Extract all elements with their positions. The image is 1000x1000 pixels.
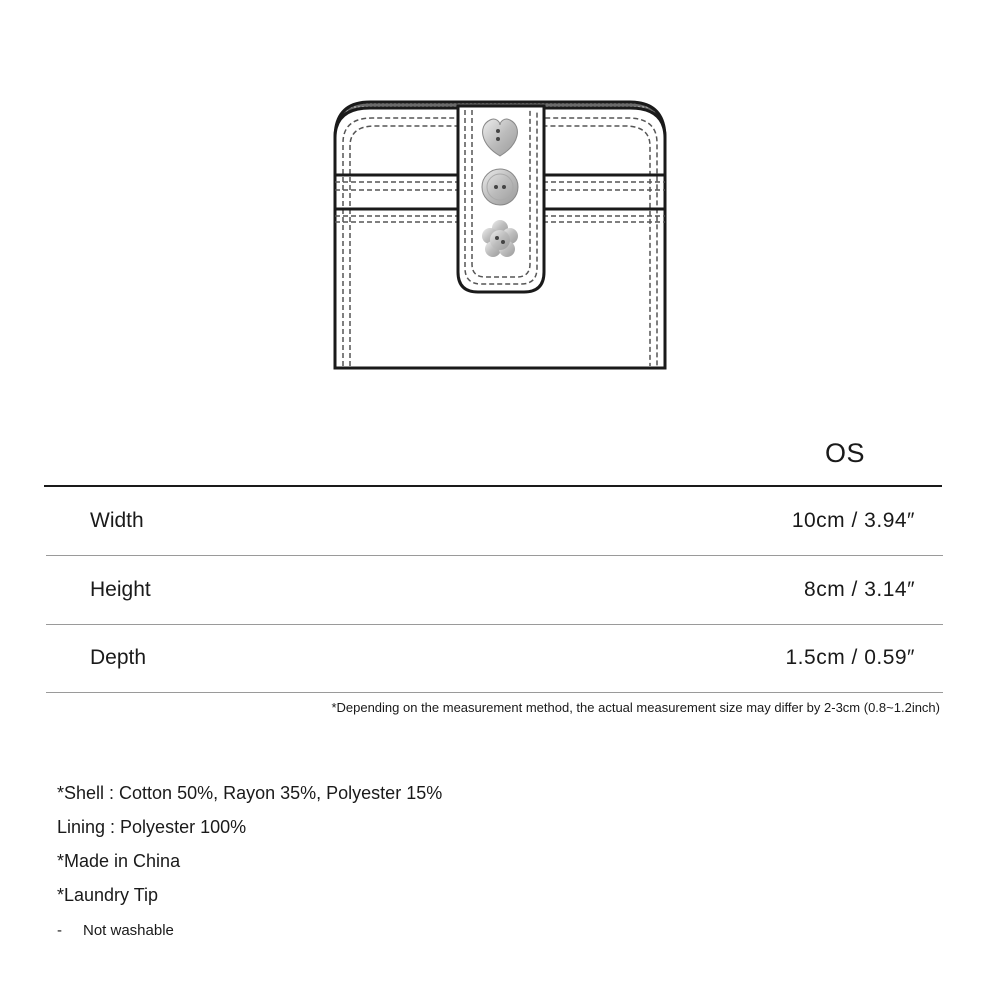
row-value: 8cm / 3.14″: [804, 578, 915, 601]
row-label: Height: [90, 578, 151, 601]
laundry-tip-text: Not washable: [83, 922, 174, 939]
table-row-depth: [46, 624, 943, 693]
bullet-marker: -: [57, 922, 62, 939]
table-row-width: [46, 487, 943, 556]
measurement-footnote: *Depending on the measurement method, the actual measurement size may differ by 2-3cm (0.8~1.2inch): [331, 700, 940, 715]
wallet-illustration: [330, 98, 670, 373]
lining-composition: Lining : Polyester 100%: [57, 817, 247, 837]
laundry-tip-item: [57, 918, 442, 952]
row-value: 10cm / 3.94″: [791, 509, 915, 532]
row-label: Depth: [90, 646, 147, 669]
shell-composition: *Shell : Cotton 50%, Rayon 35%, Polyester 15%: [57, 783, 443, 803]
round-button-icon: [482, 169, 518, 205]
row-label: Width: [90, 509, 144, 532]
laundry-title: *Laundry Tip: [57, 885, 159, 905]
product-info: [57, 780, 442, 952]
row-value: 1.5cm / 0.59″: [785, 646, 915, 669]
table-row-height: [46, 556, 943, 625]
origin: *Made in China: [57, 851, 181, 871]
size-column-header: OS: [824, 438, 865, 468]
